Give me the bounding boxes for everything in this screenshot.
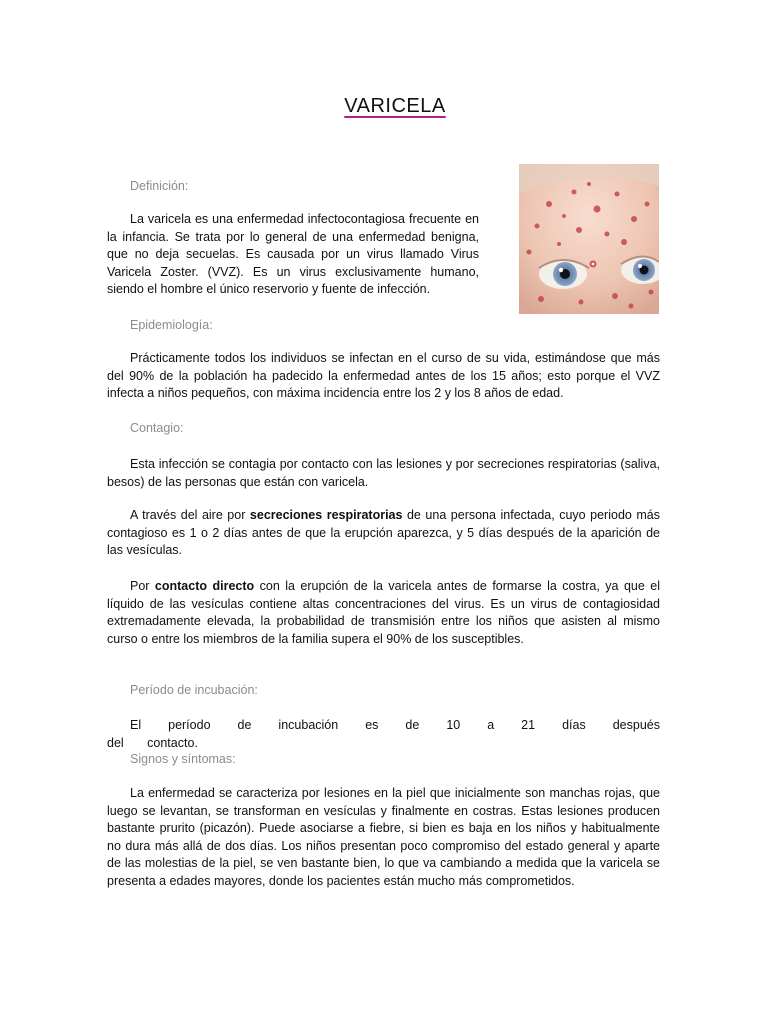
paragraph-contagio-1 <box>107 456 660 491</box>
paragraph-incubacion <box>107 717 660 752</box>
paragraph-contagio-3-bold: contacto directo <box>154 579 255 593</box>
paragraph-epidemiologia-text: Prácticamente todos los individuos se infectan en el curso de su vida, estimándose que más del 90% de la población ha padecido la enfermedad antes de los 15 años; esto porque el VVZ infecta a niños pequeños, con máxima incidencia entre los 2 y los 8 años de edad. <box>107 351 660 400</box>
paragraph-contagio-2 <box>107 507 660 560</box>
paragraph-contagio-2-lead: A través del aire por <box>130 508 246 522</box>
paragraph-contagio-3-lead: Por <box>130 579 150 593</box>
paragraph-definicion <box>107 211 479 299</box>
section-heading-contagio: Contagio: <box>130 421 184 435</box>
paragraph-contagio-2-bold: secreciones respiratorias <box>249 508 403 522</box>
paragraph-epidemiologia <box>107 350 660 403</box>
section-heading-definicion: Definición: <box>130 179 189 193</box>
paragraph-incubacion-text: El período de incubación es de 10 a 21 días después del contacto. <box>107 718 660 750</box>
paragraph-contagio-3-rest: con la erupción de la varicela antes de formarse la costra, ya que el líquido de las vesículas contiene altas concentraciones del virus. Es un virus de contagiosidad extremadamente elevada, la probabilidad de transmisión entre los niños que asisten al mismo curso o entre los miembros de la familia supera el 90% de los susceptibles. <box>107 579 660 646</box>
paragraph-contagio-1-text: Esta infección se contagia por contacto con las lesiones y por secreciones respiratorias (saliva, besos) de las personas que están con varicela. <box>107 457 660 489</box>
section-heading-epidemiologia: Epidemiología: <box>130 318 213 332</box>
child-varicella-photo <box>519 164 659 314</box>
paragraph-definicion-text: La varicela es una enfermedad infectocontagiosa frecuente en la infancia. Se trata por lo general de una enfermedad benigna, que no deja secuelas. Es causada por un virus llamado Virus Varicela Zoster. (VVZ). Es un virus exclusivamente humano, siendo el hombre el único reservorio y fuente de infección. <box>107 212 479 296</box>
paragraph-signos <box>107 785 660 890</box>
paragraph-contagio-3 <box>107 578 660 648</box>
section-heading-incubacion: Período de incubación: <box>130 683 258 697</box>
section-heading-signos: Signos y síntomas: <box>130 752 236 766</box>
paragraph-signos-text: La enfermedad se caracteriza por lesiones en la piel que inicialmente son manchas rojas, que luego se levantan, se transforman en vesículas y finalmente en costras. Estas lesiones producen bastante prurito (picazón). Puede asociarse a fiebre, si bien es baja en los niños y habitualmente no dura más allá de dos días. Los niños presentan poco compromiso del estado general y aparte de las molestias de la piel, se ven bastante bien, lo que va cambiando a medida que la varicela se presenta a edades mayores, donde los pacientes están mucho más comprometidos. <box>107 786 660 888</box>
page-title: VARICELA <box>344 95 446 117</box>
paragraph-contagio-2-rest: de una persona infectada, cuyo periodo más contagioso es 1 o 2 días antes de que la erupción aparezca, y 5 días después de la aparición de las vesículas. <box>107 508 660 557</box>
